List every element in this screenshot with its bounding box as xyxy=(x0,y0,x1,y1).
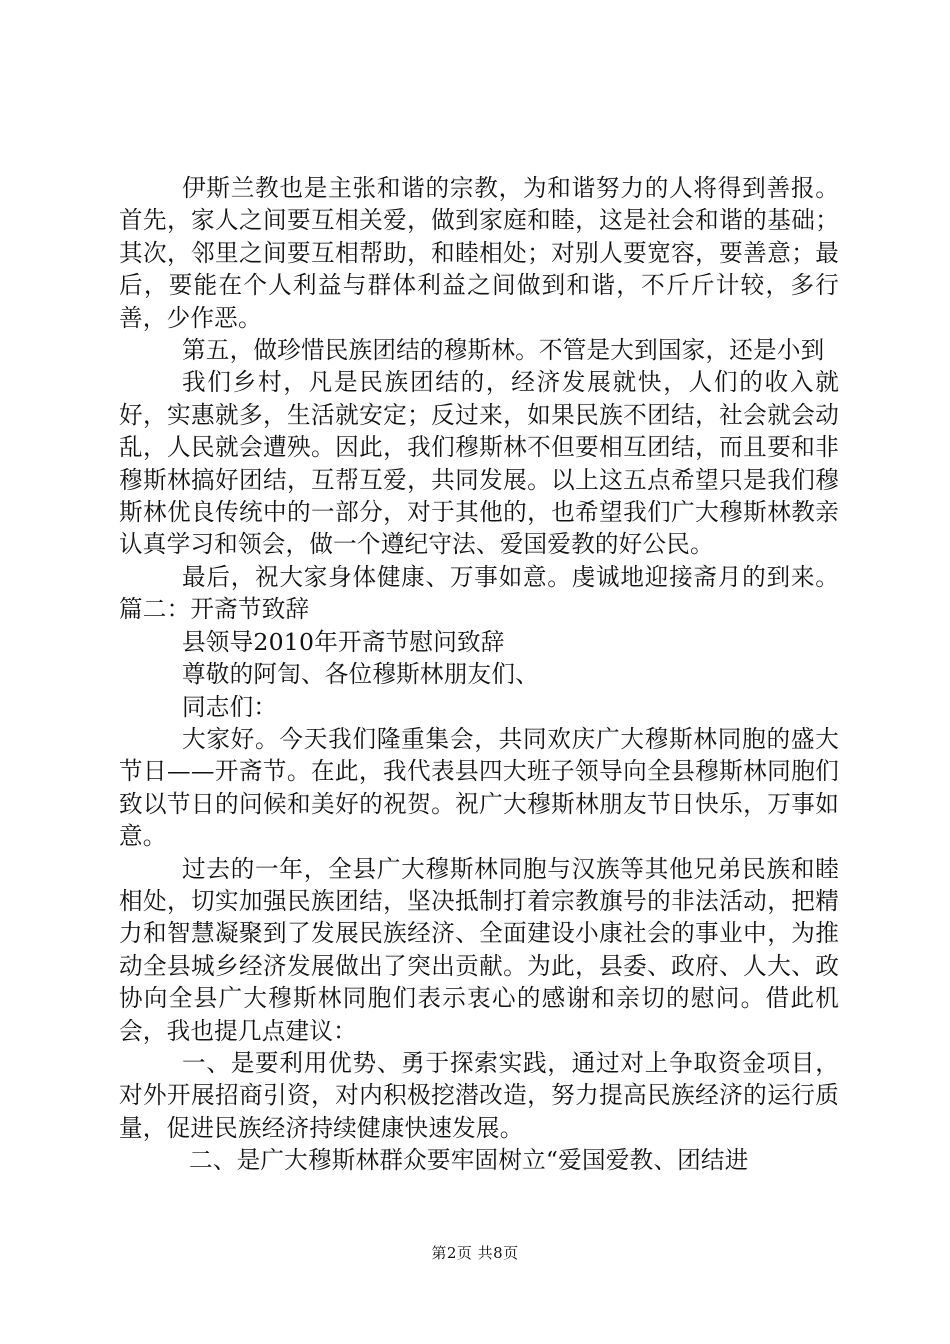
page-footer xyxy=(0,1242,950,1263)
paragraph-2: 第五，做珍惜民族团结的穆斯林。不管是大到国家，还是小到 xyxy=(182,336,825,365)
paragraph-9: 过去的一年，全县广大穆斯林同胞与汉族等其他兄弟民族和睦相处，切实加强民族团结，坚决抵制打着宗教旗号的非法活动，把精力和智慧凝聚到了发展民族经济、全面建设小康社会的事业中，为推动全县城乡经济发展做出了突出贡献。为此，县委、政府、人大、政协向全县广大穆斯林同胞们表示衷心的感谢和亲切的慰问。借此机会，我也提几点建议： xyxy=(119,854,839,1045)
paragraph-4: 最后，祝大家身体健康、万事如意。虔诚地迎接斋月的到来。篇二：开斋节致辞 xyxy=(119,562,839,624)
paragraph-7: 同志们： xyxy=(182,692,278,721)
paragraph-6: 尊敬的阿訇、各位穆斯林朋友们、 xyxy=(182,660,539,689)
paragraph-5: 县领导2010年开斋节慰问致辞 xyxy=(182,627,505,656)
paragraph-1: 伊斯兰教也是主张和谐的宗教，为和谐努力的人将得到善报。首先，家人之间要互相关爱，做到家庭和睦，这是社会和谐的基础；其次，邻里之间要互相帮助，和睦相处；对别人要宽容，要善意；最后，要能在个人利益与群体利益之间做到和谐，不斤斤计较，多行善，少作恶。 xyxy=(119,174,839,332)
paragraph-3: 我们乡村，凡是民族团结的，经济发展就快，人们的收入就好，实惠就多，生活就安定；反过来，如果民族不团结，社会就会动乱，人民就会遭殃。因此，我们穆斯林不但要相互团结，而且要和非穆斯林搞好团结，互帮互爱，共同发展。以上这五点希望只是我们穆斯林优良传统中的一部分，对于其他的，也希望我们广大穆斯林教亲认真学习和领会，做一个遵纪守法、爱国爱教的好公民。 xyxy=(119,368,839,559)
paragraph-11: 二、是广大穆斯林群众要牢固树立“爱国爱教、团结进 xyxy=(189,1146,749,1175)
page-indicator: 第2页 共8页 xyxy=(431,1244,519,1262)
paragraph-10: 一、是要利用优势、勇于探索实践，通过对上争取资金项目，对外开展招商引资，对内积极挖潜改造，努力提高民族经济的运行质量，促进民族经济持续健康快速发展。 xyxy=(119,1048,839,1142)
paragraph-8: 大家好。今天我们隆重集会，共同欢庆广大穆斯林同胞的盛大节日——开斋节。在此，我代表县四大班子领导向全县穆斯林同胞们致以节日的问候和美好的祝贺。祝广大穆斯林朋友节日快乐，万事如意。 xyxy=(119,724,839,851)
document-body xyxy=(119,172,839,1177)
